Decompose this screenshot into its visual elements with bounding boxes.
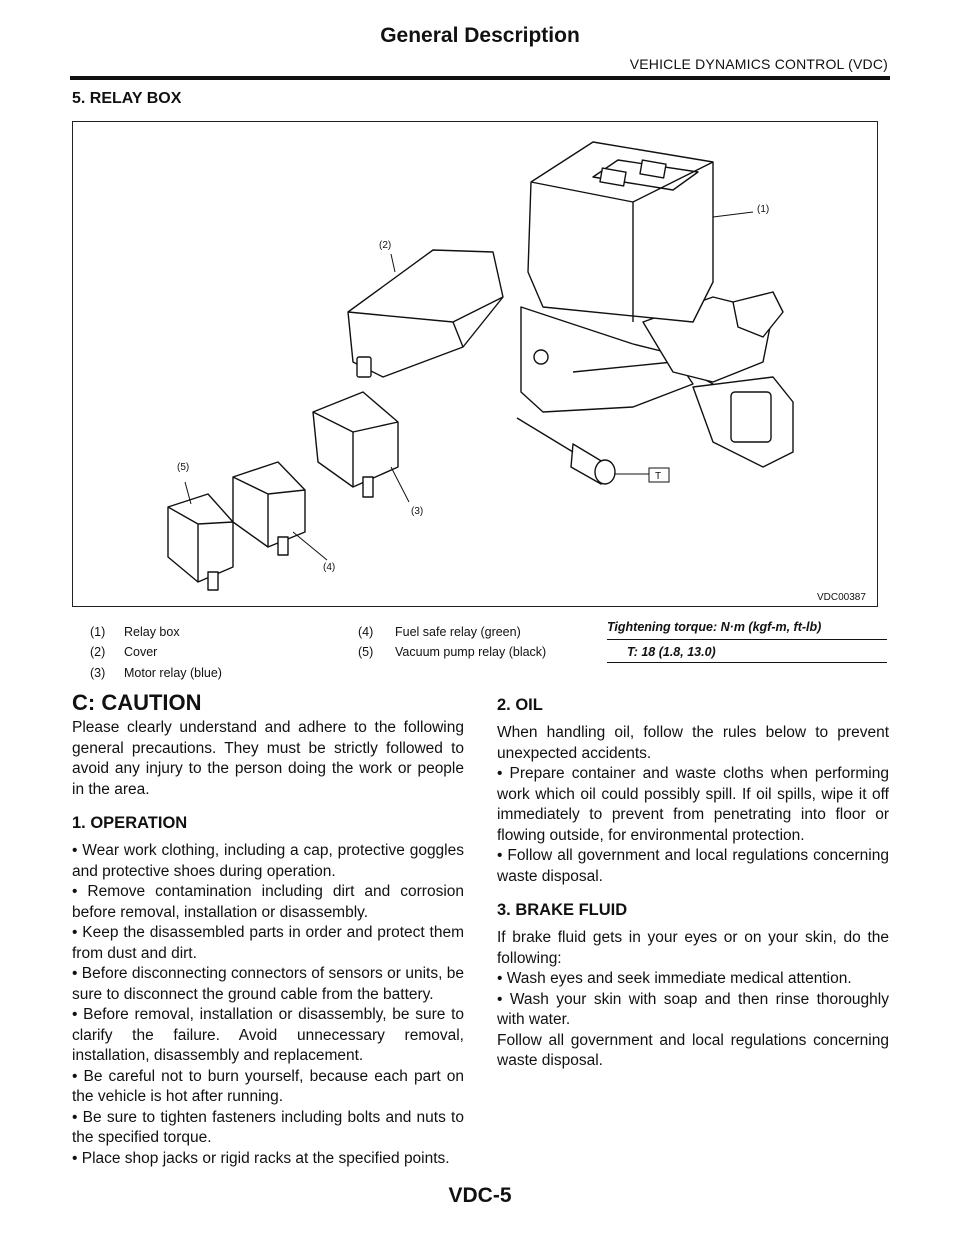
brake-fluid-heading: 3. BRAKE FLUID xyxy=(497,901,628,919)
brake-fluid-outro: Follow all government and local regulations concerning waste disposal. xyxy=(497,1031,889,1069)
callout-1: (1) xyxy=(757,204,770,215)
callout-3: (3) xyxy=(411,506,424,517)
legend-number: (5) xyxy=(358,645,374,659)
operation-bullet: • Place shop jacks or rigid racks at the specified points. xyxy=(72,1149,450,1167)
legend-label: Vacuum pump relay (black) xyxy=(395,645,547,659)
torque-rule xyxy=(607,662,887,663)
oil-bullet: • Follow all government and local regulations concerning waste disposal. xyxy=(497,847,889,885)
operation-bullet: • Before removal, installation or disassembly, be sure to clarify the failure. Avoid unnecessary removal, installation, disassembly and replacement. xyxy=(72,1006,464,1064)
left-column xyxy=(72,690,464,1169)
torque-value: T: 18 (1.8, 13.0) xyxy=(627,645,716,659)
operation-bullet: • Wear work clothing, including a cap, protective goggles and protective shoes during operation. xyxy=(72,842,464,880)
torque-rule xyxy=(607,639,887,640)
callout-torque: T xyxy=(655,471,662,482)
callout-2: (2) xyxy=(379,240,392,251)
vacuum-pump-relay-shape xyxy=(168,494,233,582)
right-column xyxy=(497,690,889,1072)
operation-bullet: • Before disconnecting connectors of sensors or units, be sure to disconnect the ground cable from the battery. xyxy=(72,965,464,1003)
relay-box-figure xyxy=(72,121,878,607)
figure-code: VDC00387 xyxy=(817,592,866,603)
legend-number: (2) xyxy=(90,645,106,659)
legend-number: (3) xyxy=(90,666,106,680)
page-title: General Description xyxy=(380,24,580,47)
oil-intro: When handling oil, follow the rules below to prevent unexpected accidents. xyxy=(497,724,889,762)
legend-label: Cover xyxy=(124,645,158,659)
legend-label: Fuel safe relay (green) xyxy=(395,625,521,639)
oil-bullet: • Prepare container and waste cloths when performing work which oil could possibly spill. If oil spills, wipe it off immediately to prevent from penetrating into floor or flowing outside, for environmental protection. xyxy=(497,765,889,844)
callout-5: (5) xyxy=(177,462,190,473)
operation-bullet: • Be careful not to burn yourself, because each part on the vehicle is hot after running. xyxy=(72,1067,464,1105)
legend-number: (4) xyxy=(358,625,374,639)
oil-heading: 2. OIL xyxy=(497,696,543,714)
operation-heading: 1. OPERATION xyxy=(72,814,188,832)
relay-box-illustration xyxy=(73,122,879,608)
caution-heading: C: CAUTION xyxy=(72,690,202,715)
motor-relay-shape xyxy=(313,392,398,487)
torque-header: Tightening torque: N·m (kgf-m, ft-lb) xyxy=(607,620,822,634)
operation-bullet: • Remove contamination including dirt and corrosion before removal, installation or disassembly. xyxy=(72,883,464,921)
legend-label: Relay box xyxy=(124,625,180,639)
chapter-subtitle: VEHICLE DYNAMICS CONTROL (VDC) xyxy=(629,56,888,72)
bracket-hole xyxy=(534,350,548,364)
brake-fluid-bullet: • Wash your skin with soap and then rinse thoroughly with water. xyxy=(497,990,889,1028)
fuel-safe-relay-shape xyxy=(233,462,305,547)
callout-4: (4) xyxy=(323,562,336,573)
legend-number: (1) xyxy=(90,625,106,639)
operation-bullet: • Keep the disassembled parts in order and protect them from dust and dirt. xyxy=(72,924,464,962)
caution-intro: Please clearly understand and adhere to the following general precautions. They must be strictly followed to avoid any injury to the person doing the work or people in the area. xyxy=(72,719,464,798)
brake-fluid-intro: If brake fluid gets in your eyes or on your skin, do the following: xyxy=(497,929,889,967)
section-title: 5. RELAY BOX xyxy=(72,90,182,107)
relay-box-body xyxy=(528,142,713,322)
header-rule xyxy=(70,76,890,80)
legend-label: Motor relay (blue) xyxy=(124,666,222,680)
operation-bullet: • Be sure to tighten fasteners including bolts and nuts to the specified torque. xyxy=(72,1108,464,1146)
brake-fluid-bullet: • Wash eyes and seek immediate medical attention. xyxy=(497,970,852,987)
page-number: VDC-5 xyxy=(448,1184,512,1207)
